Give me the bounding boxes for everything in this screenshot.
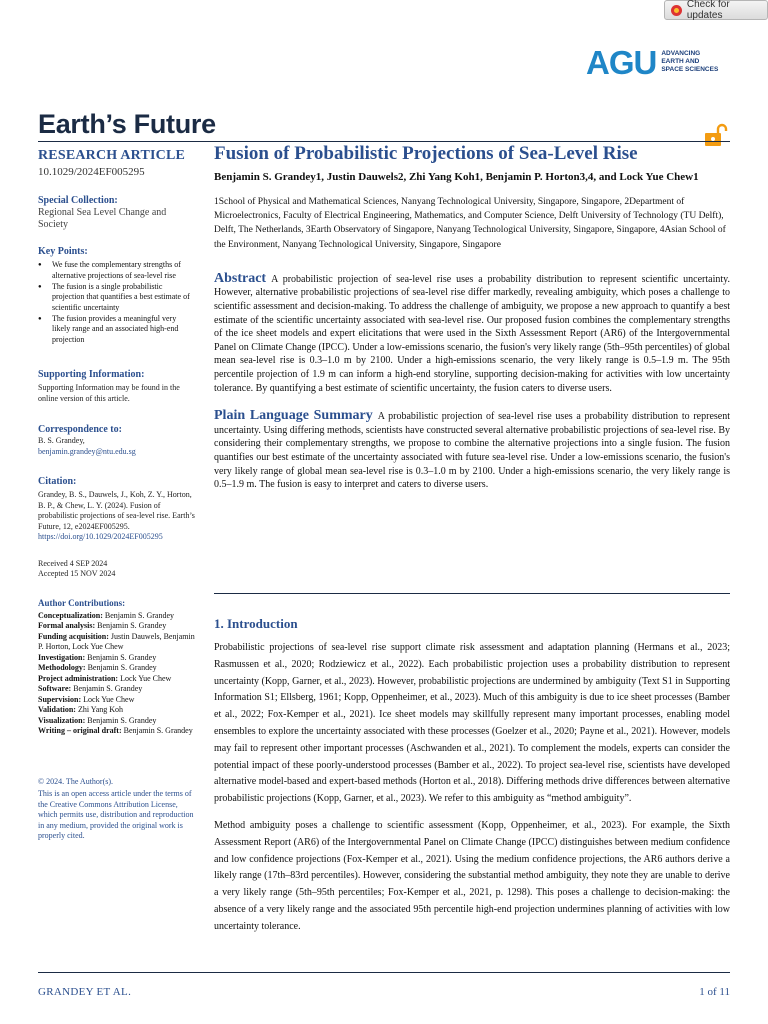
footer-authors: GRANDEY ET AL. — [38, 986, 132, 998]
key-points-heading: Key Points: — [38, 246, 88, 257]
crossmark-icon — [671, 5, 682, 16]
accepted-date: Accepted 15 NOV 2024 — [38, 569, 116, 578]
agu-tagline-1: ADVANCING — [661, 50, 701, 57]
special-collection-heading: Special Collection: — [38, 195, 118, 206]
key-point: ● The fusion is a single probabilistic projection that quantifies a best estimate of scientific uncertainty — [38, 282, 196, 314]
contribution-item: Methodology: Benjamin S. Grandey — [38, 663, 157, 672]
contribution-item: Writing – original draft: Benjamin S. Grandey — [38, 726, 193, 735]
correspondence-email[interactable]: benjamin.grandey@ntu.edu.sg — [38, 446, 136, 456]
key-point: ● The fusion provides a meaningful very likely range and an associated high-end projection — [38, 314, 196, 346]
sidebar — [38, 147, 196, 842]
agu-logo — [586, 44, 726, 80]
agu-mark: AGU — [586, 43, 657, 81]
key-points-list — [38, 260, 196, 345]
citation-link[interactable]: https://doi.org/10.1029/2024EF005295 — [38, 532, 163, 541]
author-contributions-list — [38, 611, 196, 737]
contribution-item: Validation: Zhi Yang Koh — [38, 705, 124, 714]
contribution-item: Investigation: Benjamin S. Grandey — [38, 652, 157, 662]
contribution-item: Software: Benjamin S. Grandey — [38, 684, 143, 693]
introduction-heading: 1. Introduction — [214, 616, 298, 631]
supporting-info-heading: Supporting Information: — [38, 369, 145, 380]
introduction-section — [214, 616, 730, 936]
author-contributions-heading: Author Contributions: — [38, 597, 126, 608]
footer-rule — [38, 972, 730, 973]
abstract-heading: Abstract — [214, 270, 267, 286]
plain-language-summary — [214, 409, 730, 492]
contribution-item: Visualization: Benjamin S. Grandey — [38, 715, 157, 725]
contribution-item: Funding acquisition: Justin Dauwels, Benjamin P. Horton, Lock Yue Chew — [38, 631, 195, 651]
license-text[interactable]: This is an open access article under the terms of the Creative Commons Attribution License, which permits use, distribution and reproduction in any medium, provided the original work is properly cited. — [38, 789, 194, 840]
supporting-info-text: Supporting Information may be found in the online version of this article. — [38, 383, 180, 403]
key-point: ● We fuse the complementary strengths of alternative projections of sea-level rise — [38, 260, 196, 281]
intro-paragraph-2: Method ambiguity poses a challenge to scientific assessment (Kopp, Oppenheimer, et al., 2023). For example, the Sixth Assessment Report (AR6) of the Intergovernmental Panel on Climate Change (IPCC) distinguishes between medium confidence and low confidence projections (Fox-Kemper et al., 2021). Using the medium confidence projections, the AR6 authors derive a likely range (17th–83rd percentiles). However, considering the substantial method ambiguity, they note they are unable to derive a very likely range (5th–95th percentiles; Fox-Kemper et al., 2021, p. 1298). This poses a challenge to decision-making: the absence of a very likely range and the associated 95th percentile high-end projection undermines planning of activities with low uncertainty tolerance. — [214, 819, 730, 932]
doi: 10.1029/2024EF005295 — [38, 166, 145, 178]
affiliations: 1School of Physical and Mathematical Sciences, Nanyang Technological University, Singapore, Singapore, 2Department of Microelectronics, Faculty of Electrical Engineering, Mathematics, and Computer Science, Delft University of Technology (TU Delft), Delft, The Netherlands, 3Earth Observatory of Singapore, Nanyang Technological University, Singapore, Singapore, 4Asian School of the Environment, Nanyang Technological University, Singapore, Singapore — [214, 197, 726, 250]
agu-tagline — [661, 50, 718, 74]
main-column — [214, 143, 730, 492]
agu-tagline-2: EARTH AND — [661, 58, 700, 65]
journal-title: Earth’s Future — [38, 109, 216, 139]
copyright-line: © 2024. The Author(s). — [38, 776, 114, 786]
special-collection-text: Regional Sea Level Change and Society — [38, 207, 167, 230]
section-rule — [214, 593, 730, 594]
contribution-item: Project administration: Lock Yue Chew — [38, 673, 172, 683]
citation-text — [38, 490, 196, 543]
article-type: RESEARCH ARTICLE — [38, 148, 186, 163]
header-rule — [38, 141, 730, 142]
citation-body: Grandey, B. S., Dauwels, J., Koh, Z. Y., Horton, B. P., & Chew, L. Y. (2024). Fusion of probabilistic projections of sea-level rise. Earth’s Future, 12, e2024EF005295. — [38, 490, 195, 531]
agu-tagline-3: SPACE SCIENCES — [661, 66, 719, 73]
page-number: 1 of 11 — [699, 986, 730, 998]
pls-heading: Plain Language Summary — [214, 408, 373, 424]
received-date: Received 4 SEP 2024 — [38, 558, 108, 568]
check-for-updates-label: Check for updates — [686, 0, 730, 21]
correspondence-heading: Correspondence to: — [38, 424, 122, 435]
correspondence-name: B. S. Grandey, — [38, 436, 85, 445]
contribution-item: Supervision: Lock Yue Chew — [38, 694, 135, 704]
intro-paragraph-1: Probabilistic projections of sea-level rise support climate risk assessment and adaptation planning (Hermans et al., 2023; Rasmussen et al., 2020; Rodziewicz et al., 2022). Each probabilistic projection uses a probability distribution to represent uncertainty (Kopp, Garner, et al., 2023). However, probabilistic projections are undermined by ambiguity (Text S1 in Supporting Information S1; Ellsberg, 1961; Kopp, Oppenheimer, et al., 2023). Much of this ambiguity is due to ice sheet processes (Bamber et al., 2022; Fox-Kemper et al., 2021). Ice sheet models may skillfully represent many important processes, enabling model ensembles to explore the uncertainty associated with these processes (Goelzer et al., 2020; Payne et al., 2021). However, models may fail to represent other important processes (Aschwanden et al., 2021). To complement the models, experts can consider the potential impact of these poorly-understood processes (Bamber et al., 2022). To project sea-level rise, scientists have developed alternative model-based and expert-based methods (Horton et al., 2018). Differing methods drive differences between alternative probabilistic projections (Kopp, Garner, et al., 2023). We refer to this ambiguity as “method ambiguity”. — [214, 642, 730, 805]
article-title: Fusion of Probabilistic Projections of Sea-Level Rise — [214, 143, 638, 164]
abstract — [214, 272, 730, 395]
contribution-item: Conceptualization: Benjamin S. Grandey — [38, 610, 174, 620]
citation-heading: Citation: — [38, 476, 77, 487]
pls-text: A probabilistic projection of sea-level rise uses a probability distribution to represent uncertainty. Using differing methods, scientists have constructed several alternative probabilistic projections of sea-level rise. By considering their complementary strengths, we propose to combine the alternative projections into a single fusion. The fusion quantifies our best estimate of the uncertainty associated with future sea-level rise. Under a low-emissions scenario, the fusion's very likely range of global mean sea-level rise is 0.3–1.0 m by 2100. Under a high-emissions scenario, the very likely range is 0.5–1.9 m. The fusion is easy to interpret and caters to diverse users. — [214, 411, 730, 491]
abstract-text: A probabilistic projection of sea-level rise uses a probability distribution to represent scientific uncertainty. However, alternative probabilistic projections of sea-level rise differ markedly, revealing ambiguity, which poses a challenge to scientific assessment and decision-making. To address the challenge of ambiguity, we propose a new approach to quantify a best estimate of the scientific uncertainty associated with sea-level rise. Our proposed fusion combines the complementary strengths of the ice sheet models and expert elicitations that were used in the Sixth Assessment Report (AR6) of the Intergovernmental Panel on Climate Change (IPCC). Under a low-emissions scenario, the fusion's very likely range (5th–95th percentiles) of global mean sea-level rise is 0.3–1.0 m by 2100. Under a high-emissions scenario, the very likely range is 0.5–1.9 m. The 95th percentile projection of 1.9 m can inform a high-end storyline, supporting decision-making for activities with low uncertainty tolerance. By quantifying a best estimate of scientific uncertainty, the fusion caters to diverse users. — [214, 273, 730, 394]
check-for-updates-button[interactable] — [664, 0, 768, 20]
contribution-item: Formal analysis: Benjamin S. Grandey — [38, 621, 167, 630]
author-list: Benjamin S. Grandey1, Justin Dauwels2, Zhi Yang Koh1, Benjamin P. Horton3,4, and Lock Yue Chew1 — [214, 171, 699, 183]
